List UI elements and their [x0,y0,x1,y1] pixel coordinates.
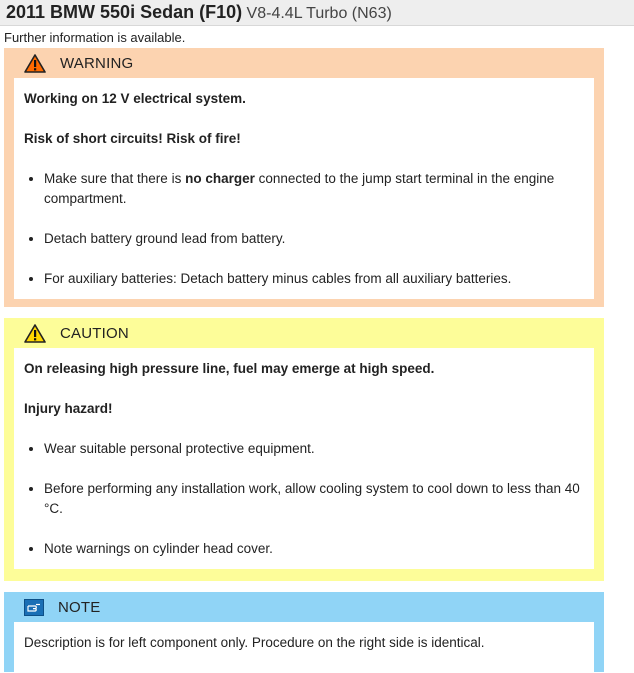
list-item: • Make sure that there is no charger connected to the jump start terminal in the engine compartment. [44,169,594,209]
note-box [4,592,604,672]
list-item: • Detach battery ground lead from battery. [44,229,594,249]
engine-spec: V8-4.4L Turbo (N63) [246,5,392,22]
caution-body [14,348,594,569]
warning-lead: Working on 12 V electrical system. [24,91,246,106]
caution-label: CAUTION [60,324,129,342]
emphasis-no-charger: no charger [185,171,255,186]
list-item: • Before performing any installation work, allow cooling system to cool down to less than 40 °C. [44,479,594,519]
caution-triangle-icon [24,324,46,343]
warning-body [14,78,594,299]
vehicle-model: 2011 BMW 550i Sedan (F10) [6,2,243,22]
warning-list [24,169,594,289]
warning-label: WARNING [60,54,134,72]
warning-risk: Risk of short circuits! Risk of fire! [24,131,241,146]
further-info-link[interactable]: Further information is available. [4,30,186,45]
caution-box [4,318,604,581]
note-label: NOTE [58,598,101,616]
warning-box [4,48,604,307]
list-item: • For auxiliary batteries: Detach battery minus cables from all auxiliary batteries. [44,269,594,289]
caution-lead: On releasing high pressure line, fuel may emerge at high speed. [24,361,435,376]
list-item: • Wear suitable personal protective equipment. [44,439,594,459]
caution-risk: Injury hazard! [24,401,113,416]
note-title-bar [14,592,594,622]
note-body [14,622,594,673]
caution-list [24,439,594,559]
page-header [0,0,634,26]
note-text: Description is for left component only. Procedure on the right side is identical. [24,635,485,650]
list-item: • Note warnings on cylinder head cover. [44,539,594,559]
caution-title-bar [14,318,594,348]
warning-triangle-icon [24,54,46,73]
warning-title-bar [14,48,594,78]
note-hand-icon [24,599,44,616]
